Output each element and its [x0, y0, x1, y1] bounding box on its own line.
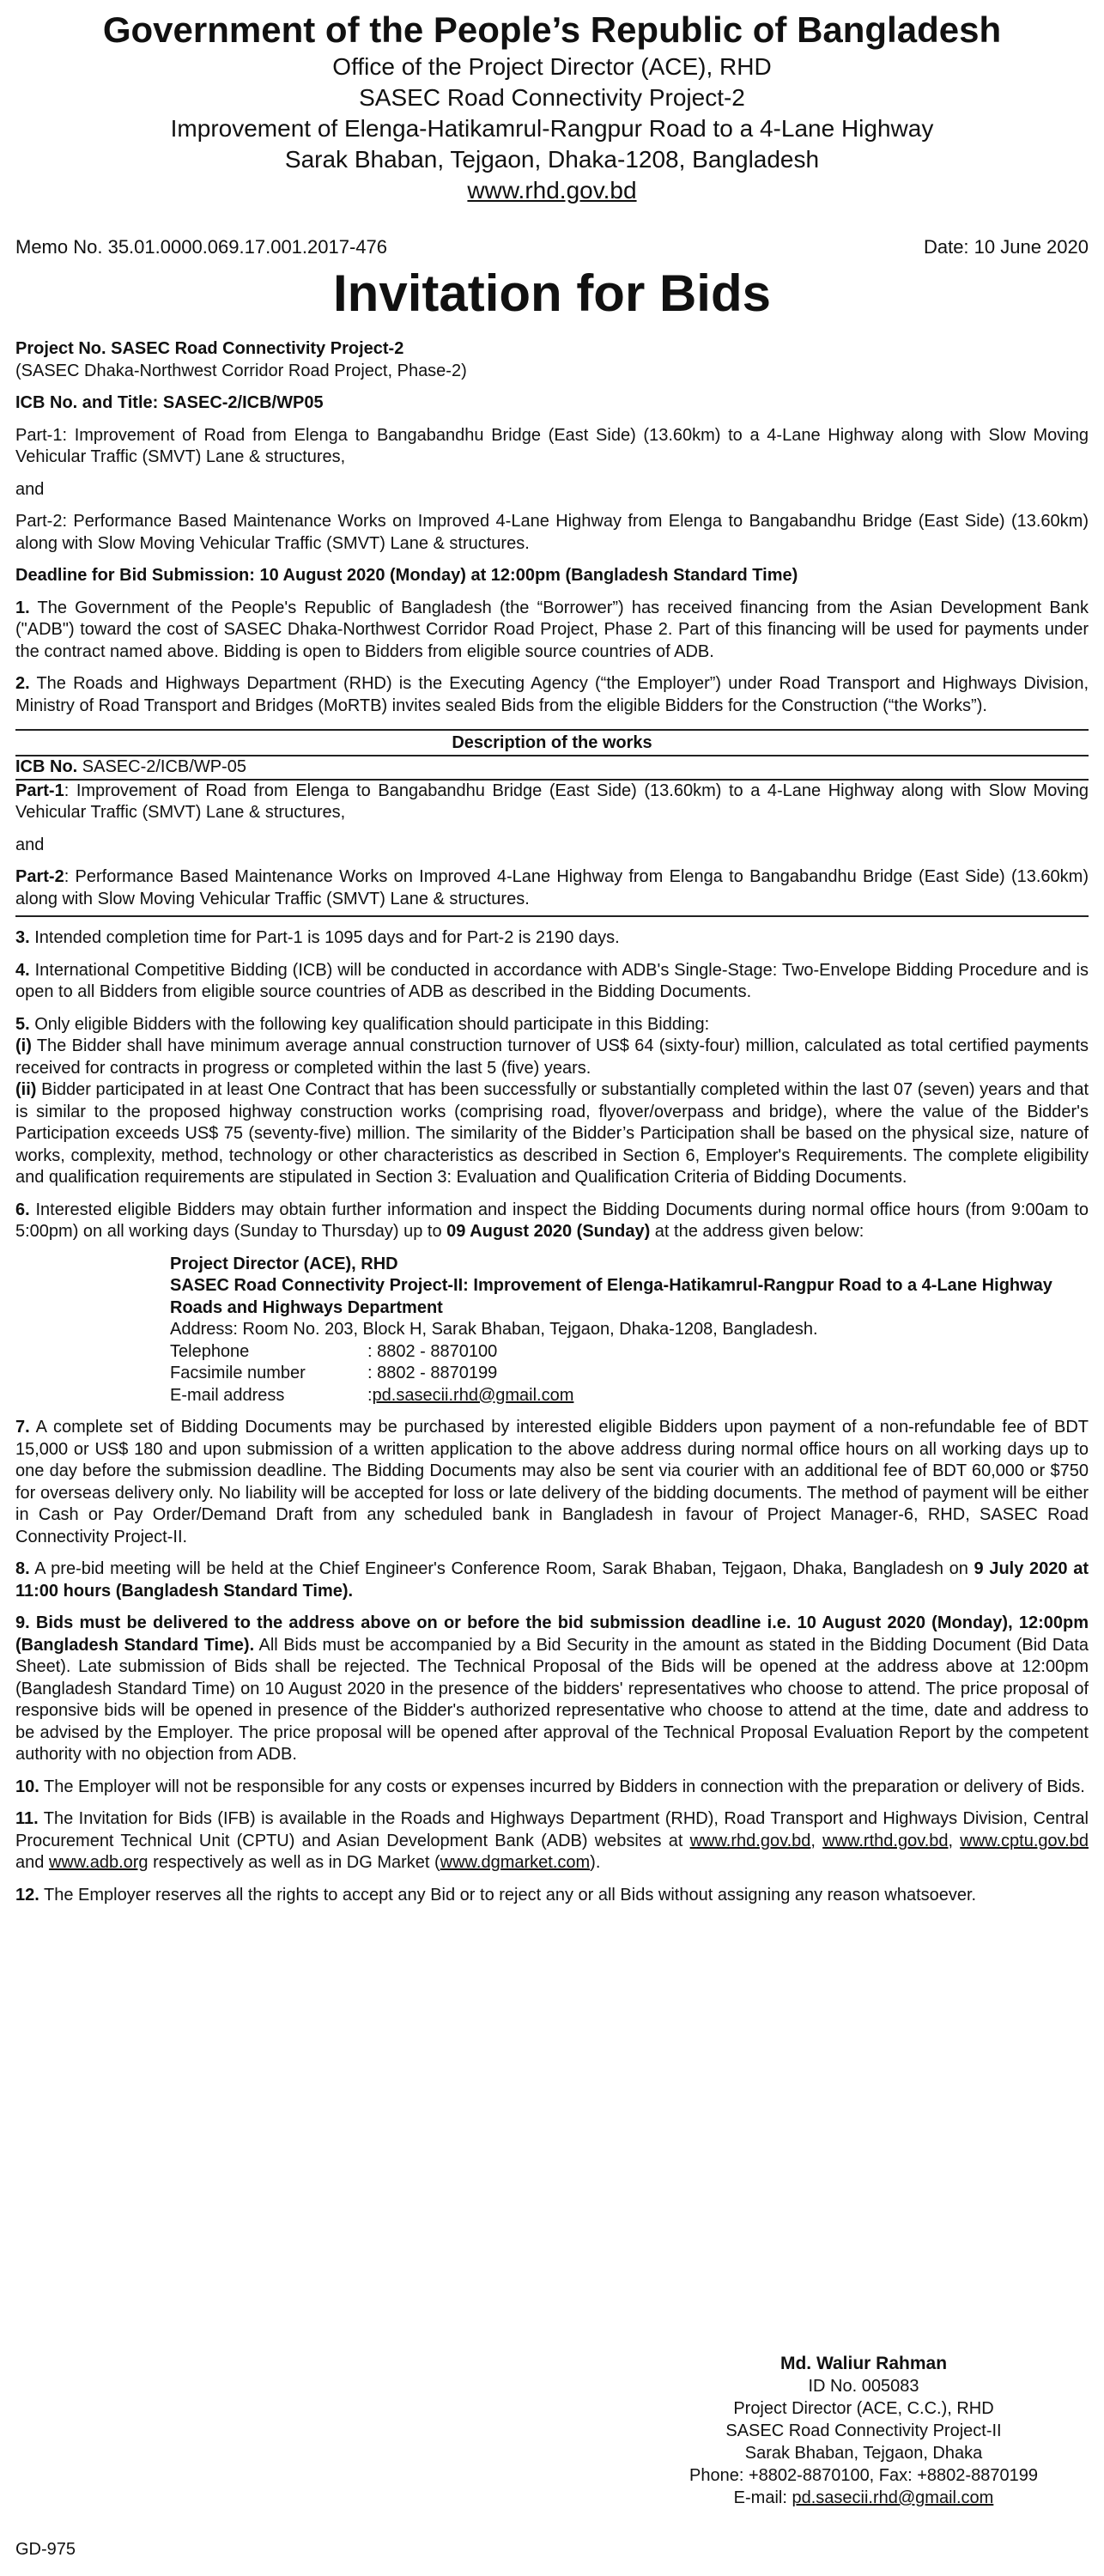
cptu-link[interactable]: www.cptu.gov.bd — [960, 1831, 1089, 1850]
fax-row — [170, 1363, 1089, 1385]
memo-number: Memo No. 35.01.0000.069.17.001.2017-476 — [15, 236, 387, 258]
works-heading: Description of the works — [15, 729, 1089, 755]
address-line3: Address: Room No. 203, Block H, Sarak Bhaban, Tejgaon, Dhaka-1208, Bangladesh. — [170, 1320, 818, 1339]
para-number: 8. — [15, 1559, 30, 1578]
paragraph-6 — [15, 1200, 1089, 1243]
para-text: Interested eligible Bidders may obtain further information and inspect the Bidding Documents during normal office hours (from 9:00am to 5:00pm) on all working days (Sunday to Thursday) up to — [15, 1200, 1089, 1241]
signatory-project: SASEC Road Connectivity Project-II — [725, 2421, 1002, 2440]
address-line2: SASEC Road Connectivity Project-II: Improvement of Elenga-Hatikamrul-Rangpur Road to a 4-Lane Highway Roads and Highways Department — [170, 1276, 1052, 1317]
government-title: Government of the People’s Republic of Bangladesh — [102, 9, 1002, 50]
paragraph-5 — [15, 1014, 1089, 1036]
signatory-title: Project Director (ACE, C.C.), RHD — [733, 2399, 994, 2418]
para-number: 5. — [15, 1014, 30, 1034]
office-line: Office of the Project Director (ACE), RHD — [332, 53, 772, 80]
part2-label: Part-2 — [15, 867, 64, 886]
para-number: 10. — [15, 1777, 39, 1796]
email-label: E-mail: — [733, 2488, 792, 2507]
para-text: The Government of the People's Republic of Bangladesh (the “Borrower”) has received financing from the Asian Development Bank ("ADB") toward the cost of SASEC Dhaka-Northwest Corridor Road Project, Phase 2. Part of this financing will be used for payments under the contract named above. Bidding is open to Bidders from eligible source countries of ADB. — [15, 598, 1089, 661]
telephone-row — [170, 1341, 1089, 1364]
address-line1: Project Director (ACE), RHD — [170, 1254, 398, 1273]
paragraph-1 — [15, 598, 1089, 664]
rthd-link[interactable]: www.rthd.gov.bd — [822, 1831, 949, 1850]
para-number: 6. — [15, 1200, 30, 1219]
para-text: Intended completion time for Part-1 is 1095 days and for Part-2 is 2190 days. — [29, 928, 620, 947]
signatory-id: ID No. 005083 — [808, 2377, 919, 2396]
paragraph-3 — [15, 927, 1089, 950]
signature-block — [675, 2353, 1052, 2509]
para-bold: 9 July 2020 at 11:00 hours (Bangladesh Standard Time). — [15, 1559, 1089, 1601]
para-number: 2. — [15, 674, 30, 693]
works-part2 — [15, 866, 1089, 910]
para-text: The Employer will not be responsible for any costs or expenses incurred by Bidders in connection with the preparation or delivery of Bids. — [39, 1777, 1085, 1796]
fax-value: : 8802 - 8870199 — [367, 1364, 498, 1382]
email-colon: : — [367, 1385, 373, 1405]
para-number: 4. — [15, 960, 30, 980]
telephone-label: Telephone — [170, 1341, 250, 1361]
part2-text: : Performance Based Maintenance Works on Improved 4-Lane Highway from Elenga to Bangabandhu Bridge (East Side) (13.60km) along with Slow Moving Vehicular Traffic (SMVT) Lane & structures. — [15, 867, 1089, 908]
para-number: 1. — [15, 598, 30, 617]
icb-value: SASEC-2/ICB/WP-05 — [77, 757, 246, 776]
letterhead — [15, 9, 1089, 206]
separator: , — [948, 1831, 961, 1850]
adb-link[interactable]: www.adb.org — [48, 1853, 149, 1872]
separator: , — [810, 1831, 823, 1850]
paragraph-12 — [15, 1885, 1089, 1907]
memo-date: Date: 10 June 2020 — [923, 236, 1089, 258]
signatory-name: Md. Waliur Rahman — [779, 2354, 948, 2373]
works-icb — [15, 756, 1089, 779]
para-number: 11. — [15, 1809, 39, 1828]
paragraph-8 — [15, 1558, 1089, 1602]
signatory-address: Sarak Bhaban, Tejgaon, Dhaka — [744, 2444, 983, 2463]
part2-summary: Part-2: Performance Based Maintenance Works on Improved 4-Lane Highway from Elenga to Bangabandhu Bridge (East Side) (13.60km) along with Slow Moving Vehicular Traffic (SMVT) Lane & structures. — [15, 512, 1089, 553]
para-text: International Competitive Bidding (ICB) will be conducted in accordance with ADB's Single-Stage: Two-Envelope Bidding Procedure and is open to all Bidders from eligible source countries of ADB as described in the Bidding Documents. — [15, 960, 1089, 1001]
address-line: Sarak Bhaban, Tejgaon, Dhaka-1208, Bangladesh — [284, 146, 820, 173]
para-text: The Employer reserves all the rights to accept any Bid or to reject any or all Bids without assigning any reason whatsoever. — [39, 1885, 977, 1905]
project-line: SASEC Road Connectivity Project-2 — [359, 84, 745, 111]
works-and: and — [15, 835, 45, 854]
website-link[interactable]: www.rhd.gov.bd — [467, 177, 637, 204]
criterion-text: The Bidder shall have minimum average annual construction turnover of US$ 64 (sixty-four) million, calculated as total certified payments received for contracts in progress or completed within the last 5 (five) years. — [15, 1036, 1089, 1078]
signatory-email-link[interactable]: pd.sasecii.rhd@gmail.com — [792, 2488, 994, 2507]
para-text: A complete set of Bidding Documents may be purchased by interested eligible Bidders upon payment of a non-refundable fee of BDT 15,000 or US$ 180 and upon submission of a written application to the above address during normal office hours on all working days up to one day before the submission deadline. The Bidding Documents may also be sent via courier with an additional fee of BDT 60,000 or $750 for overseas delivery only. No liability will be accepted for loss or late delivery of the bidding documents. The method of payment will be either in Cash or Pay Order/Demand Draft from any scheduled bank in Bangladesh in favour of Project Manager-6, RHD, SASEC Road Connectivity Project-II. — [15, 1418, 1089, 1546]
footer-code: GD-975 — [15, 2540, 76, 2559]
contact-address — [170, 1254, 1089, 1407]
para-number: 12. — [15, 1885, 39, 1905]
part1-summary: Part-1: Improvement of Road from Elenga to Bangabandhu Bridge (East Side) (13.60km) to a 4-Lane Highway along with Slow Moving Vehicular Traffic (SMVT) Lane & structures, — [15, 425, 1089, 466]
signatory-phone: Phone: +8802-8870100, Fax: +8802-8870199 — [689, 2466, 1038, 2485]
signatory-email-row — [675, 2487, 1052, 2509]
email-label: E-mail address — [170, 1385, 285, 1405]
project-number: Project No. SASEC Road Connectivity Project-2 — [15, 339, 404, 358]
para-number: 7. — [15, 1418, 30, 1437]
paragraph-7 — [15, 1417, 1089, 1548]
para-bold: Bids must be delivered to the address above on or before the bid submission deadline i.e. 10 August 2020 (Monday), 12:00pm (Bangladesh Standard Time). — [15, 1613, 1089, 1655]
paragraph-9 — [15, 1613, 1089, 1766]
para-text: The Roads and Highways Department (RHD) is the Executing Agency (“the Employer”) under Road Transport and Highways Division, Ministry of Road Transport and Bridges (MoRTB) invites sealed Bids from the eligible Bidders for the Construction (“the Works”). — [15, 674, 1089, 715]
dgmarket-link[interactable]: www.dgmarket.com — [440, 1853, 591, 1872]
paragraph-11 — [15, 1808, 1089, 1874]
deadline: Deadline for Bid Submission: 10 August 2020 (Monday) at 12:00pm (Bangladesh Standard Time) — [15, 566, 798, 585]
para-text: ). — [590, 1853, 601, 1872]
memo-row — [15, 235, 1089, 259]
para-text: respectively as well as in DG Market ( — [148, 1853, 440, 1872]
para-text: The Invitation for Bids (IFB) is available in the Roads and Highways Department (RHD), Road Transport and Highways Division, Central Procurement Technical Unit (CPTU) and Asian Development Bank (ADB) websites at — [15, 1809, 1089, 1850]
criterion-label: (i) — [15, 1036, 32, 1055]
icb-title: ICB No. and Title: SASEC-2/ICB/WP05 — [15, 393, 324, 412]
criterion-i — [15, 1036, 1089, 1079]
part1-text: : Improvement of Road from Elenga to Bangabandhu Bridge (East Side) (13.60km) to a 4-Lane Highway along with Slow Moving Vehicular Traffic (SMVT) Lane & structures, — [15, 781, 1089, 822]
paragraph-2 — [15, 673, 1089, 717]
para-number: 3. — [15, 928, 30, 947]
para-number: 9. — [15, 1613, 30, 1632]
para-text: at the address given below: — [650, 1222, 864, 1241]
paragraph-10 — [15, 1777, 1089, 1799]
email-link[interactable]: pd.sasecii.rhd@gmail.com — [372, 1385, 574, 1405]
email-row — [170, 1385, 1089, 1407]
page-title: Invitation for Bids — [333, 264, 771, 322]
para-bold: 09 August 2020 (Sunday) — [446, 1222, 651, 1241]
criterion-ii — [15, 1079, 1089, 1189]
para-text: All Bids must be accompanied by a Bid Security in the amount as stated in the Bidding Document (Bid Data Sheet). Late submission of Bids shall be rejected. The Technical Proposal of the Bids will be opened at the address above at 12:00pm (Bangladesh Standard Time) on 10 August 2020 in the presence of the bidders' representatives who choose to attend. The price proposal of responsive bids will be opened in presence of the Bidder's authorized representative who choose to attend at the time, date and address to be advised by the Employer. The price proposal will be opened after approval of the Technical Proposal Evaluation Report by the competent authority with no objection from ADB. — [15, 1635, 1089, 1764]
para-text: Only eligible Bidders with the following key qualification should participate in this Bidding: — [29, 1014, 710, 1034]
icb-label: ICB No. — [15, 757, 78, 776]
criterion-label: (ii) — [15, 1080, 37, 1099]
para-text: A pre-bid meeting will be held at the Chief Engineer's Conference Room, Sarak Bhaban, Tejgaon, Dhaka, Bangladesh on — [29, 1559, 974, 1578]
works-box — [15, 755, 1089, 917]
criterion-text: Bidder participated in at least One Contract that has been successfully or substantially completed within the last 07 (seven) years and that is similar to the proposed highway construction works (comprising road, flyover/overpass and bridge), where the value of the Bidder's Participation exceeds US$ 75 (seventy-five) million. The similarity of the Bidder’s Participation shall be based on the physical size, nature of works, complexity, method, technology or other characteristics as described in Section 6, Employer's Requirements. The complete eligibility and qualification requirements are stipulated in Section 3: Evaluation and Qualification Criteria of Bidding Documents. — [15, 1080, 1089, 1187]
separator: and — [15, 1853, 49, 1872]
improvement-line: Improvement of Elenga-Hatikamrul-Rangpur Road to a 4-Lane Highway — [170, 115, 934, 142]
telephone-value: : 8802 - 8870100 — [367, 1341, 498, 1361]
works-part1 — [15, 779, 1089, 824]
fax-label: Facsimile number — [170, 1364, 306, 1382]
rhd-link[interactable]: www.rhd.gov.bd — [689, 1831, 811, 1850]
part1-label: Part-1 — [15, 781, 64, 800]
and-text: and — [15, 479, 45, 499]
project-subtitle: (SASEC Dhaka-Northwest Corridor Road Project, Phase-2) — [15, 361, 467, 380]
paragraph-4 — [15, 960, 1089, 1004]
